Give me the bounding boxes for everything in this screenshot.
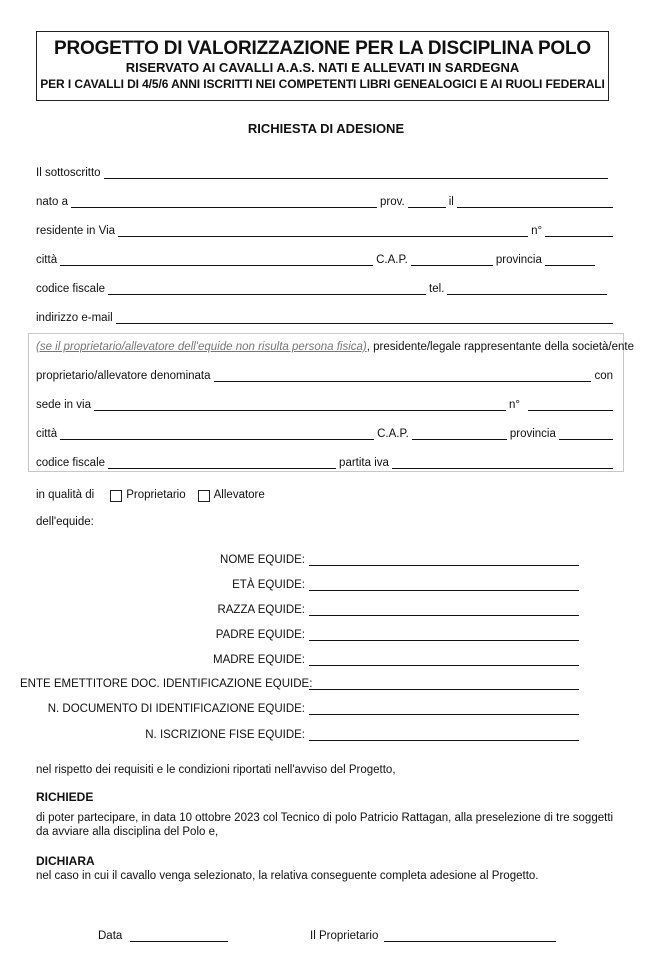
equide-row-ente [20,674,580,690]
row-company-note [36,337,635,353]
label-prov: prov. [379,196,405,208]
request-title: RICHIESTA DI ADESIONE [247,121,405,136]
equide-row-fise [20,725,580,741]
label-equide: dell'equide: [36,516,94,528]
label-qualita: in qualità di [36,489,95,501]
equide-row-eta [20,575,580,591]
label-email: indirizzo e-mail [36,312,113,324]
row-proprietario [310,926,570,942]
madre-equide-field[interactable] [309,653,579,666]
label-allevatore: Allevatore [213,489,265,501]
company-cap-field[interactable] [412,427,507,440]
label-il-proprietario: Il Proprietario [310,930,379,942]
sede-field[interactable] [94,398,506,411]
row-citta [36,250,613,266]
firma-proprietario-field[interactable] [384,929,556,942]
label-cap: C.A.P. [376,254,408,266]
label-nato-a: nato a [36,196,68,208]
row-residente [36,221,613,237]
rispetto-text: nel rispetto dei requisiti e le condizioni riportati nell'avviso del Progetto, [36,764,396,776]
label-denominata: proprietario/allevatore denominata [36,370,211,382]
label-provincia: provincia [495,254,542,266]
ente-equide-field[interactable] [309,677,579,690]
company-cf-field[interactable] [108,456,336,469]
razza-equide-field[interactable] [309,603,579,616]
label-padre-equide: PADRE EQUIDE: [215,629,305,641]
form-header [36,31,609,101]
padre-equide-field[interactable] [309,628,579,641]
label-residente: residente in Via [36,225,116,237]
nato-a-field[interactable] [71,195,377,208]
equide-row-madre [20,650,580,666]
row-qualita [36,485,436,501]
label-codice-fiscale: codice fiscale [36,283,106,295]
row-company-cf [36,453,613,469]
label-sede-numero: n° [508,399,520,411]
data-field[interactable] [130,929,228,942]
label-madre-equide: MADRE EQUIDE: [212,654,305,666]
documento-equide-field[interactable] [309,702,579,715]
nome-equide-field[interactable] [309,553,579,566]
provincia-field[interactable] [545,253,595,266]
label-fise-equide: N. ISCRIZIONE FISE EQUIDE: [145,729,305,741]
label-nome-equide: NOME EQUIDE: [220,554,305,566]
form-subtitle: RISERVATO AI CAVALLI A.A.S. NATI E ALLEVATI IN SARDEGNA [125,60,520,75]
label-citta: città [36,254,58,266]
label-company-cap: C.A.P. [377,428,409,440]
row-data [98,926,238,942]
row-email [36,308,613,324]
dichiara-text: nel caso in cui il cavallo venga selezionato, la relativa conseguente completa adesione al Progetto. [36,870,539,882]
denominata-field[interactable] [214,369,592,382]
sottoscritto-field[interactable] [104,166,608,179]
row-denominata [36,366,613,382]
label-numero: n° [531,225,543,237]
label-sede: sede in via [36,399,91,411]
fise-equide-field[interactable] [309,728,579,741]
richiede-text: di poter partecipare, in data 10 ottobre 2023 col Tecnico di polo Patricio Rattagan, alla preselezione di tre soggetti da avviare alla disciplina del Polo e, [36,812,614,838]
label-partita-iva: partita iva [339,457,389,469]
email-field[interactable] [116,311,613,324]
equide-row-documento [20,699,580,715]
label-sottoscritto: Il sottoscritto [36,167,101,179]
form-subtitle-2: PER I CAVALLI DI 4/5/6 ANNI ISCRITTI NEI COMPETENTI LIBRI GENEALOGICI E AI RUOLI FEDERALI [40,77,605,91]
label-documento-equide: N. DOCUMENTO DI IDENTIFICAZIONE EQUIDE: [47,703,305,715]
label-tel: tel. [429,283,445,295]
row-equide-label [36,512,236,528]
label-data: Data [98,930,123,942]
via-field[interactable] [118,224,528,237]
eta-equide-field[interactable] [309,578,579,591]
label-proprietario: Proprietario [126,489,186,501]
allevatore-checkbox[interactable] [198,490,210,502]
row-company-citta [36,424,613,440]
partita-iva-field[interactable] [392,456,613,469]
form-title: PROGETTO DI VALORIZZAZIONE PER LA DISCIPLINA POLO [54,38,591,59]
company-note: (se il proprietario/allevatore dell'equide non risulta persona fisica) [36,341,367,353]
codice-fiscale-field[interactable] [108,282,426,295]
row-sede [36,395,613,411]
label-eta-equide: ETÀ EQUIDE: [232,579,305,591]
citta-field[interactable] [60,253,373,266]
equide-row-razza [20,600,580,616]
richiede-title: RICHIEDE [36,790,94,804]
numero-civico-field[interactable] [545,224,613,237]
dichiara-title: DICHIARA [36,854,95,868]
label-il: il [448,196,454,208]
equide-row-nome [20,550,580,566]
sede-numero-field[interactable] [528,398,613,411]
label-ente-equide: ENTE EMETTITORE DOC. IDENTIFICAZIONE EQUIDE: [20,678,313,690]
data-nascita-field[interactable] [457,195,613,208]
company-provincia-field[interactable] [559,427,613,440]
row-sottoscritto [36,163,613,179]
label-razza-equide: RAZZA EQUIDE: [217,604,305,616]
company-note-suffix: , presidente/legale rappresentante della società/ente [366,341,635,353]
cap-field[interactable] [411,253,493,266]
row-nato [36,192,613,208]
row-codice-fiscale [36,279,613,295]
company-citta-field[interactable] [60,427,374,440]
proprietario-checkbox[interactable] [110,490,122,502]
equide-row-padre [20,625,580,641]
tel-field[interactable] [447,282,607,295]
label-company-cf: codice fiscale [36,457,106,469]
label-company-citta: città [36,428,58,440]
prov-field[interactable] [408,195,446,208]
label-con: con [594,370,613,382]
label-company-provincia: provincia [509,428,556,440]
